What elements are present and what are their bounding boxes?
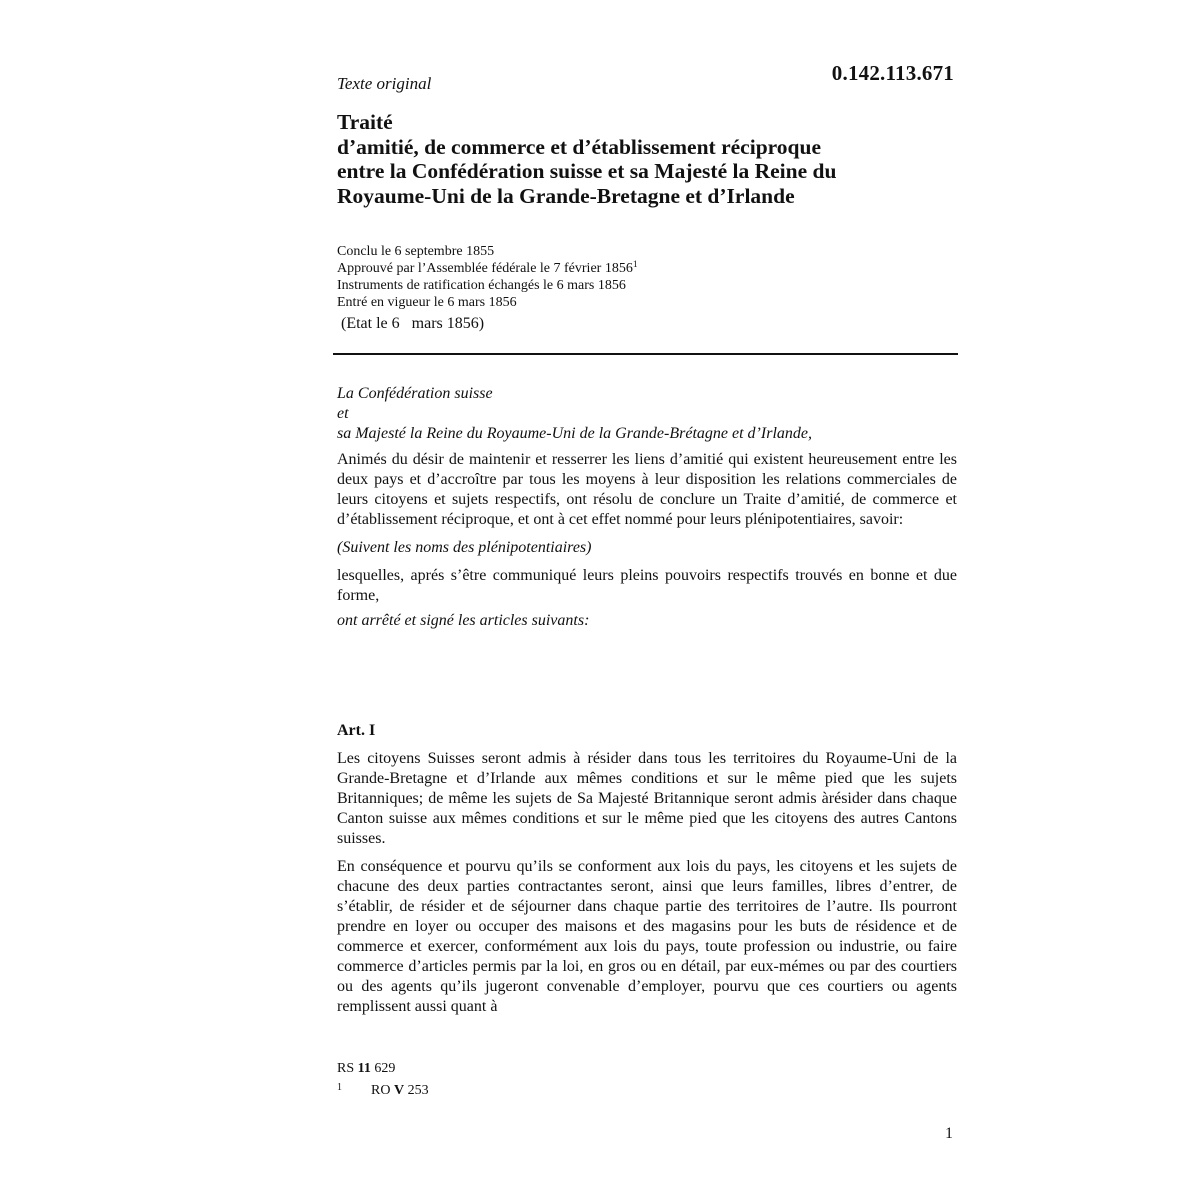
original-text-label: Texte original bbox=[337, 74, 432, 93]
title-line-1: Traité bbox=[337, 110, 393, 134]
footnote-1 bbox=[337, 1078, 429, 1100]
article-1-paragraph-1: Les citoyens Suisses seront admis à résider dans tous les territoires du Royaume-Uni de la Grande-Bretagne et d’Irlande aux mêmes conditions et sur le même pied que les sujets Britanniques; de même les sujets de Sa Majesté Britannique seront admis àrésider dans chaque Canton suisse aux mêmes conditions et sur le même pied que les citoyens des autres Cantons suisses. bbox=[337, 750, 957, 847]
party-2: sa Majesté la Reine du Royaume-Uni de la Grande-Brétagne et d’Irlande, bbox=[337, 425, 812, 442]
footnotes bbox=[337, 1059, 429, 1100]
footnote-ref[interactable]: 1 bbox=[632, 260, 638, 270]
article-1-body bbox=[337, 749, 957, 1017]
article-1-paragraph-2: En conséquence et pourvu qu’ils se conforment aux lois du pays, les citoyens et les sujets de chacune des deux parties contractantes seront, ainsi que leurs familles, libres d’entrer, de s’établir, de résider et de séjourner dans chaque partie des territoires de l’autre. Ils pourront prendre en loyer ou occuper des maisons et des magasins pour les buts de résidence et de commerce et exercer, conformément aux lois du pays, toute profession ou industrie, ou faire commerce d’articles permis par la loi, en gros ou en détail, par eux-mémes ou par des courtiers ou des agents qu’ils jugeront convenable d’employer, pourvu que ces courtiers ou agents remplissent aussi quant à bbox=[337, 858, 957, 1015]
footnote-number: 1 bbox=[337, 1082, 342, 1093]
sr-number: 0.142.113.671 bbox=[831, 61, 954, 85]
treaty-metadata bbox=[337, 243, 638, 311]
preamble-closing: ont arrêté et signé les articles suivants: bbox=[337, 612, 590, 629]
approval-date bbox=[337, 260, 638, 277]
preamble-paragraph-2: lesquelles, aprés s’être communiqué leurs pleins pouvoirs respectifs trouvés en bonne et due forme, bbox=[337, 567, 957, 604]
ratification-date: Instruments de ratification échangés le 6 mars 1856 bbox=[337, 278, 626, 293]
header-divider bbox=[333, 353, 958, 355]
approval-text: Approuvé par l’Assemblée fédérale le 7 février 1856 bbox=[337, 261, 633, 276]
preamble bbox=[337, 384, 957, 631]
title-line-2: d’amitié, de commerce et d’établissement réciproque bbox=[337, 134, 822, 159]
title-line-3: entre la Confédération suisse et sa Majesté la Reine du bbox=[337, 159, 837, 183]
party-connector: et bbox=[337, 405, 349, 422]
in-force-date: Entré en vigueur le 6 mars 1856 bbox=[337, 295, 517, 310]
treaty-title bbox=[337, 110, 957, 208]
rs-reference bbox=[337, 1059, 429, 1078]
title-line-4: Royaume-Uni de la Grande-Bretagne et d’Irlande bbox=[337, 183, 795, 208]
page-number: 1 bbox=[945, 1125, 953, 1142]
ro-prefix: RO bbox=[371, 1083, 394, 1098]
article-1-title: Art. I bbox=[337, 722, 376, 739]
status-date: (Etat le 6 mars 1856) bbox=[341, 315, 485, 332]
rs-prefix: RS bbox=[337, 1061, 358, 1076]
rs-page: 629 bbox=[370, 1061, 396, 1076]
concluded-date: Conclu le 6 septembre 1855 bbox=[337, 244, 495, 259]
preamble-paragraph-1: Animés du désir de maintenir et resserrer les liens d’amitié qui existent heureusement entre les deux pays et d’accroître par tous les moyens à leur disposition les relations commerciales de leurs citoyens et sujets respectifs, ont résolu de conclure un Traite d’amitié, de commerce et d’établissement réciproque, et ont à cet effet nommé pour leurs plénipotentiaires, savoir: bbox=[337, 451, 957, 528]
rs-volume: 11 bbox=[357, 1061, 371, 1076]
plenipotentiaries-note: (Suivent les noms des plénipotentiaires) bbox=[337, 539, 592, 556]
ro-volume: V bbox=[393, 1083, 405, 1098]
ro-page: 253 bbox=[404, 1083, 429, 1098]
party-1: La Confédération suisse bbox=[337, 385, 493, 402]
